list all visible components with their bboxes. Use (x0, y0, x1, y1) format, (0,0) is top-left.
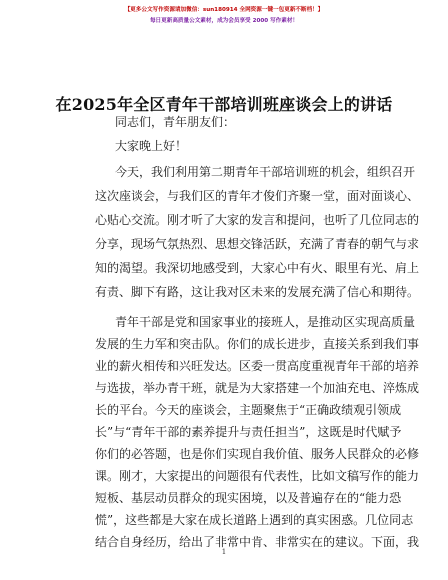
paragraph-line: 有责、脚下有路，这让我对区未来的发展充满了信心和期待。 (95, 285, 420, 299)
paragraph-line: 长的平台。今天的座谈会，主题聚焦于“正确政绩观引领成 (95, 403, 402, 417)
paragraph-line: 分享，现场气氛热烈、思想交锋活跃，充满了青春的朝气与求 (95, 237, 420, 251)
paragraph-line: 短板、基层动员群众的现实困境，以及普遍存在的“能力恐 (95, 491, 402, 505)
paragraph-line: 知的渴望。我深切地感受到，大家心中有火、眼里有光、肩上 (95, 261, 420, 275)
promo-banner-line-2: 每日更新高质量公文素材，成为会员享受 2000 写作素材！ (149, 18, 299, 24)
paragraph-line: 今天，我们利用第二期青年干部培训班的机会，组织召开 (115, 165, 416, 179)
paragraph-line: 心贴心交流。刚才听了大家的发言和提问，也听了几位同志的 (95, 213, 420, 227)
paragraph-line: 这次座谈会，与我们区的青年才俊们齐聚一堂，面对面谈心、 (95, 189, 420, 203)
paragraph-line: 与选拔，举办青干班，就是为大家搭建一个加油充电、淬炼成 (95, 381, 420, 395)
salutation: 同志们，青年朋友们： (115, 115, 236, 129)
paragraph-line: 发展的生力军和突击队。你们的成长进步，直接关系到我们事 (95, 337, 420, 351)
paragraph-line: 结合自身经历，给出了非常中肯、非常实在的建议。下面，我 (95, 535, 420, 549)
greeting: 大家晚上好！ (115, 139, 188, 153)
paragraph-line: 青年干部是党和国家事业的接班人，是推动区实现高质量 (115, 315, 416, 329)
paragraph-line: 课。刚才，大家提出的问题很有代表性，比如文稿写作的能力 (95, 469, 420, 483)
paragraph-line: 业的薪火相传和兴旺发达。区委一贯高度重视青年干部的培养 (95, 359, 420, 373)
promo-banner-line-1: 【更多公文写作资源请加微信：sun180914 全网资源一键一包更新不断档！】 (124, 7, 324, 13)
paragraph-line: 长”与“青年干部的素养提升与责任担当”，这既是时代赋予 (95, 425, 402, 439)
paragraph-line: 慌”，这些都是大家在成长道路上遇到的真实困惑。几位同志 (95, 513, 414, 527)
paragraph-line: 你们的必答题，也是你们实现自我价值、服务人民群众的必修 (95, 447, 420, 461)
document-title: 在2025年全区青年干部培训班座谈会上的讲话 (55, 95, 393, 114)
page-number: 1 (221, 548, 227, 556)
